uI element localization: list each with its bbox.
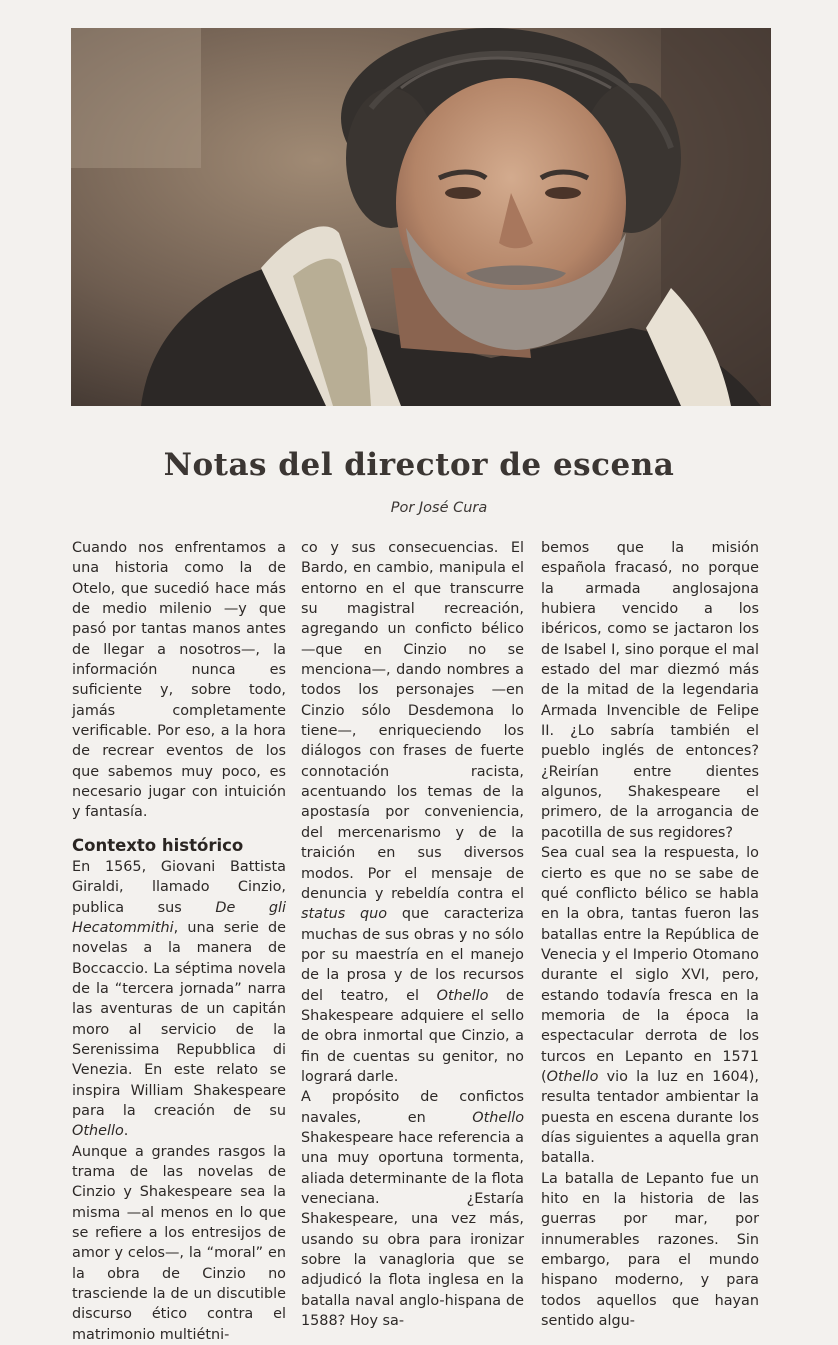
paragraph: La batalla de Lepanto fue un hito en la historia de las guerras por mar, por innumerables razones. Sin embargo, para el mundo hispano moderno, y para todos aquellos que hayan sentido algu- — [541, 1170, 759, 1330]
text-column-1 — [72, 538, 287, 1343]
text-column-2 — [301, 538, 524, 1330]
paragraph: A propósito de confictos navales, en Othello Shakespeare hace referencia a una muy oportuna tormenta, aliada determinante de la flota veneciana. ¿Estaría Shakespeare, una vez más, usando su obra para ironizar sobre la vanagloria que se adjudicó la flota inglesa en la batalla naval anglo-hispana de 1588? Hoy sa- — [301, 1089, 524, 1330]
portrait-photo — [71, 28, 771, 406]
section-heading: Contexto histórico — [72, 835, 244, 855]
text-column-3 — [541, 538, 759, 1330]
paragraph: co y sus consecuencias. El Bardo, en cambio, manipula el entorno en el que transcurre su magistral recreación, agregando un conficto bélico —que en Cinzio no se menciona—, dando nombres a todos los personajes —en Cinzio sólo Desdemona lo tiene—, enriqueciendo los diálogos con frases de fuerte connotación racista, acentuando los temas de la apostasía por conveniencia, del mercenarismo y de la traición en sus diversos modos. Por el mensaje de denuncia y rebeldía contra el status quo que caracteriza muchas de sus obras y no sólo por su maestría en el manejo de la prosa y de los recursos del teatro, el Othello de Shakespeare adquiere el sello de obra inmortal que Cinzio, a fin de cuentas su genitor, no logrará darle. — [301, 540, 524, 1085]
paragraph: Cuando nos enfrentamos a una historia como la de Otelo, que sucedió hace más de medio milenio —y que pasó por tantas manos antes de llegar a nosotros—, la información nunca es suficiente y, sobre todo, jamás completamente verificable. Por eso, a la hora de recrear eventos de los que sabemos muy poco, es necesario jugar con intuición y fantasía. — [72, 540, 286, 821]
paragraph: En 1565, Giovani Battista Giraldi, llamado Cinzio, publica sus De gli Hecatommithi, una serie de novelas a la manera de Boccaccio. La séptima novela de la “tercera jornada” narra las aventuras de un capitán moro al servicio de la Serenissima Repubblica di Venezia. En este relato se inspira William Shakespeare para la creación de su Othello. — [72, 858, 287, 1140]
paragraph: bemos que la misión española fracasó, no porque la armada anglosajona hubiera vencido a los ibéricos, como se jactaron los de Isabel I, sino porque el mal estado del mar diezmó más de la mitad de la legendaria Armada Invencible de Felipe II. ¿Lo sabría también el pueblo inglés de entonces? ¿Reirían entre dientes algunos, Shakespeare el primero, de la arrogancia de pacotilla de sus regidores? — [541, 540, 759, 841]
portrait-illustration — [71, 28, 771, 406]
article-title: Notas del director de escena — [163, 447, 675, 483]
paragraph: Aunque a grandes rasgos la trama de las novelas de Cinzio y Shakespeare sea la misma —al menos en lo que se refiere a los entresijos de amor y celos—, la “moral” en la obra de Cinzio no trasciende la de un discutible discurso ético contra el matrimonio multiétni- — [72, 1143, 286, 1343]
paragraph: Sea cual sea la respuesta, lo cierto es que no se sabe de qué conflicto bélico se habla en la obra, tantas fueron las batallas entre la República de Venecia y el Imperio Otomano durante el siglo XVI, pero, estando todavía fresca en la memoria de la época la espectacular derrota de los turcos en Lepanto en 1571 (Othello vio la luz en 1604), resulta tentador ambientar la puesta en escena durante los días siguientes a aquella gran batalla. — [541, 845, 759, 1167]
article-byline: Por José Cura — [390, 500, 488, 516]
